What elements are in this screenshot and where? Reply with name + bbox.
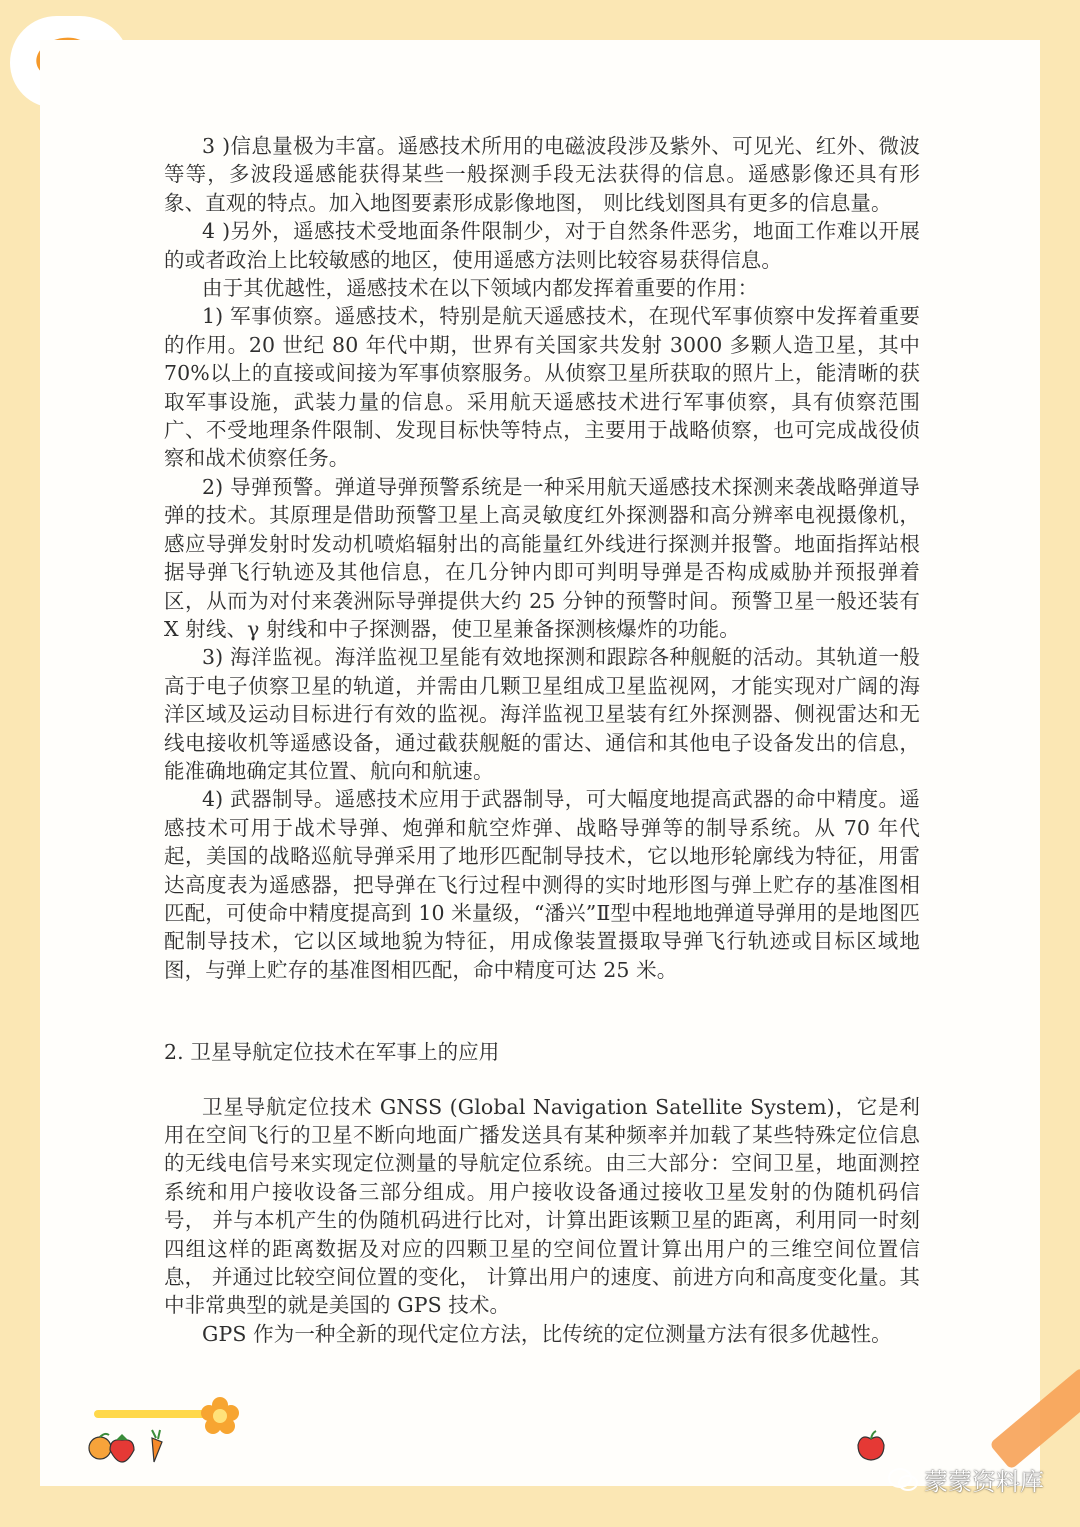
paragraph: 4 )另外，遥感技术受地面条件限制少，对于自然条件恶劣，地面工作难以开展的或者政治上比较敏感的地区，使用遥感方法则比较容易获得信息。	[164, 219, 920, 272]
paragraph: 1) 军事侦察。遥感技术，特别是航天遥感技术，在现代军事侦察中发挥着重要的作用。20 世纪 80 年代中期，世界有关国家共发射 3000 多颗人造卫星，其中 70%以上的直接或间接为军事侦察服务。从侦察卫星所获取的照片上，能清晰的获取军事设施，武装力量的信息。采用航天遥感技术进行军事侦察，具有侦察范围广、不受地理条件限制、发现目标快等特点，主要用于战略侦察，也可完成战役侦察和战术侦察任务。	[164, 304, 920, 471]
paragraph: 3) 海洋监视。海洋监视卫星能有效地探测和跟踪各种舰艇的活动。其轨道一般高于电子侦察卫星的轨道，并需由几颗卫星组成卫星监视网，才能实现对广阔的海洋区域及运动目标进行有效的监视。海洋监视卫星装有红外探测器、侧视雷达和无线电接收机等遥感设备，通过截获舰艇的雷达、通信和其他电子设备发出的信息，能准确地确定其位置、航向和航速。	[164, 645, 920, 783]
wechat-icon	[888, 1467, 918, 1493]
document-body	[164, 132, 920, 1348]
orange-icon	[89, 1434, 111, 1459]
apple-icon	[856, 1430, 886, 1462]
watermark	[888, 1462, 1044, 1497]
paragraph: 卫星导航定位技术 GNSS (Global Navigation Satellite System)，它是利用在空间飞行的卫星不断向地面广播发送具有某种频率并加载了某些特殊定位信息的无线电信号来实现定位测量的导航定位系统。由三大部分：空间卫星，地面测控系统和用户接收设备三部分组成。用户接收设备通过接收卫星发射的伪随机码信号， 并与本机产生的伪随机码进行比对，计算出距该颗卫星的距离，利用同一时刻四组这样的距离数据及对应的四颗卫星的空间位置计算出用户的三维空间位置信息， 并通过比较空间位置的变化， 计算出用户的速度、前进方向和高度变化量。其中非常典型的就是美国的 GPS 技术。	[164, 1094, 920, 1318]
flower-icon	[200, 1396, 240, 1436]
fruit-decoration	[86, 1428, 176, 1464]
paragraph: 由于其优越性，遥感技术在以下领域内都发挥着重要的作用：	[202, 276, 759, 301]
section-heading: 2. 卫星导航定位技术在军事上的应用	[164, 1040, 500, 1065]
paragraph: 2) 导弹预警。弹道导弹预警系统是一种采用航天遥感技术探测来袭战略弹道导弹的技术。其原理是借助预警卫星上高灵敏度红外探测器和高分辨率电视摄像机，感应导弹发射时发动机喷焰辐射出的高能量红外线进行探测并报警。地面指挥站根据导弹飞行轨迹及其他信息，在几分钟内即可判明导弹是否构成威胁并预报弹着区，从而为对付来袭洲际导弹提供大约 25 分钟的预警时间。预警卫星一般还装有 X 射线、γ 射线和中子探测器，使卫星兼备探测核爆炸的功能。	[164, 474, 920, 641]
strawberry-icon	[110, 1434, 134, 1462]
watermark-text: 蒙蒙资料库	[924, 1468, 1044, 1496]
decorative-bar	[94, 1410, 206, 1418]
paragraph: 4) 武器制导。遥感技术应用于武器制导，可大幅度地提高武器的命中精度。遥感技术可用于战术导弹、炮弹和航空炸弹、战略导弹等的制导系统。从 70 年代起，美国的战略巡航导弹采用了地形匹配制导技术，它以地形轮廓线为特征，用雷达高度表为遥感器，把导弹在飞行过程中测得的实时地形图与弹上贮存的基准图相匹配，可使命中精度提高到 10 米量级，“潘兴”Ⅱ型中程地地弹道导弹用的是地图匹配制导技术，它以区域地貌为特征，用成像装置摄取导弹飞行轨迹或目标区域地图，与弹上贮存的基准图相匹配，命中精度可达 25 米。	[164, 787, 920, 982]
paragraph: GPS 作为一种全新的现代定位方法，比传统的定位测量方法有很多优越性。	[202, 1321, 892, 1346]
paragraph: 3 )信息量极为丰富。遥感技术所用的电磁波段涉及紫外、可见光、红外、微波等等，多波段遥感能获得某些一般探测手段无法获得的信息。遥感影像还具有形象、直观的特点。加入地图要素形成影像地图， 则比线划图具有更多的信息量。	[164, 134, 920, 215]
carrot-icon	[152, 1430, 162, 1462]
